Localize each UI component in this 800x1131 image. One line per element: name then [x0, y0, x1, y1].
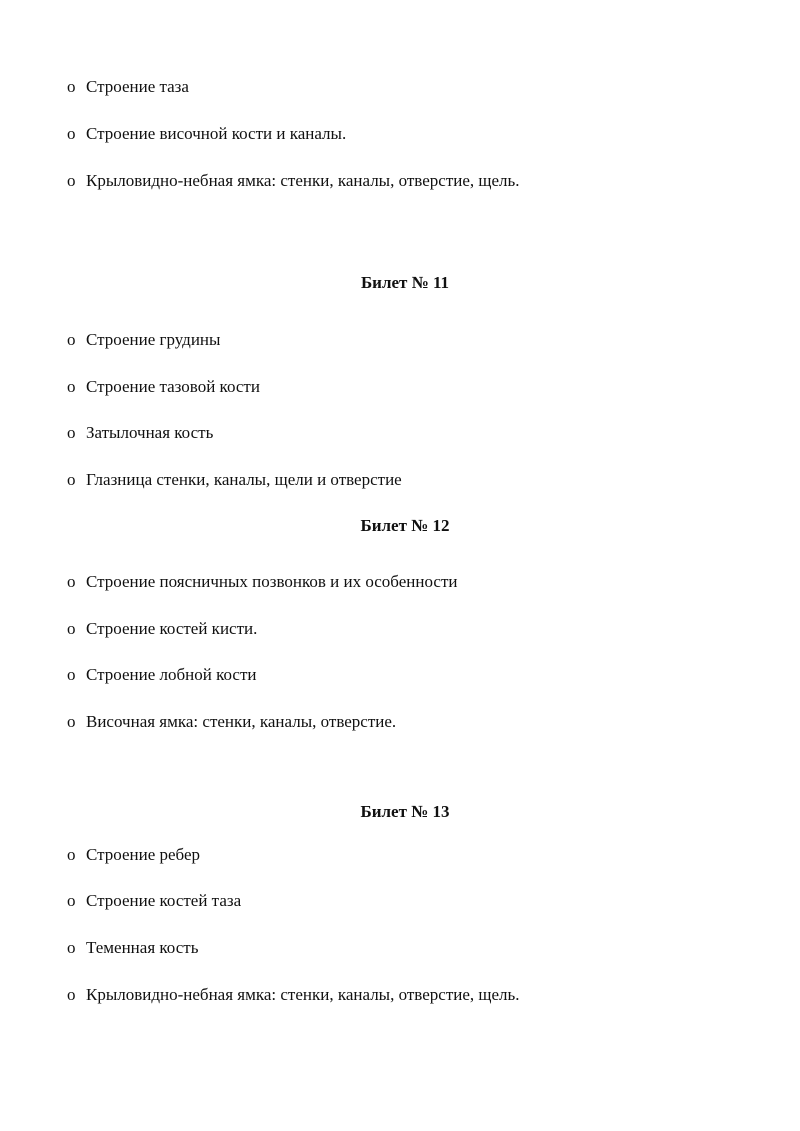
- bullet-icon: o: [67, 712, 76, 731]
- bullet-icon: o: [67, 330, 76, 349]
- list-item-text: Теменная кость: [86, 938, 199, 957]
- bullet-icon: o: [67, 377, 76, 396]
- ticket-title: Билет № 12: [360, 516, 450, 535]
- bullet-icon: o: [67, 423, 76, 442]
- list-item-text: Височная ямка: стенки, каналы, отверстие.: [86, 712, 397, 731]
- list-item-text: Строение костей таза: [86, 891, 242, 910]
- list-item-text: Строение костей кисти.: [86, 619, 258, 638]
- bullet-icon: o: [67, 938, 76, 957]
- list-item-text: Крыловидно-небная ямка: стенки, каналы, отверстие, щель.: [86, 171, 520, 190]
- bullet-icon: o: [67, 619, 76, 638]
- bullet-icon: o: [67, 470, 76, 489]
- list-item: [67, 470, 402, 490]
- list-item: [67, 377, 260, 397]
- bullet-icon: o: [67, 985, 76, 1004]
- list-item-text: Строение ребер: [86, 845, 201, 864]
- list-item: [67, 423, 213, 443]
- bullet-icon: o: [67, 572, 76, 591]
- list-item: [67, 124, 346, 144]
- list-item-text: Затылочная кость: [86, 423, 214, 442]
- list-item-text: Строение тазовой кости: [86, 377, 260, 396]
- list-item-text: Строение лобной кости: [86, 665, 257, 684]
- ticket-title: Билет № 11: [360, 273, 450, 292]
- list-item: [67, 845, 200, 865]
- bullet-icon: o: [67, 845, 76, 864]
- list-item: [67, 171, 520, 191]
- ticket-title: Билет № 13: [360, 802, 450, 821]
- list-item: [67, 891, 241, 911]
- list-item: [67, 572, 457, 592]
- list-item: [67, 77, 189, 97]
- list-item: [67, 330, 220, 350]
- bullet-icon: o: [67, 891, 76, 910]
- bullet-icon: o: [67, 171, 76, 190]
- list-item-text: Крыловидно-небная ямка: стенки, каналы, отверстие, щель.: [86, 985, 520, 1004]
- bullet-icon: o: [67, 665, 76, 684]
- list-item: [67, 938, 198, 958]
- list-item: [67, 985, 520, 1005]
- list-item: [67, 712, 396, 732]
- list-item: [67, 665, 256, 685]
- list-item-text: Строение поясничных позвонков и их особенности: [86, 572, 458, 591]
- list-item-text: Глазница стенки, каналы, щели и отверстие: [86, 470, 402, 489]
- list-item: [67, 619, 257, 639]
- bullet-icon: o: [67, 124, 76, 143]
- list-item-text: Строение таза: [86, 77, 189, 96]
- list-item-text: Строение височной кости и каналы.: [86, 124, 347, 143]
- list-item-text: Строение грудины: [86, 330, 221, 349]
- bullet-icon: o: [67, 77, 76, 96]
